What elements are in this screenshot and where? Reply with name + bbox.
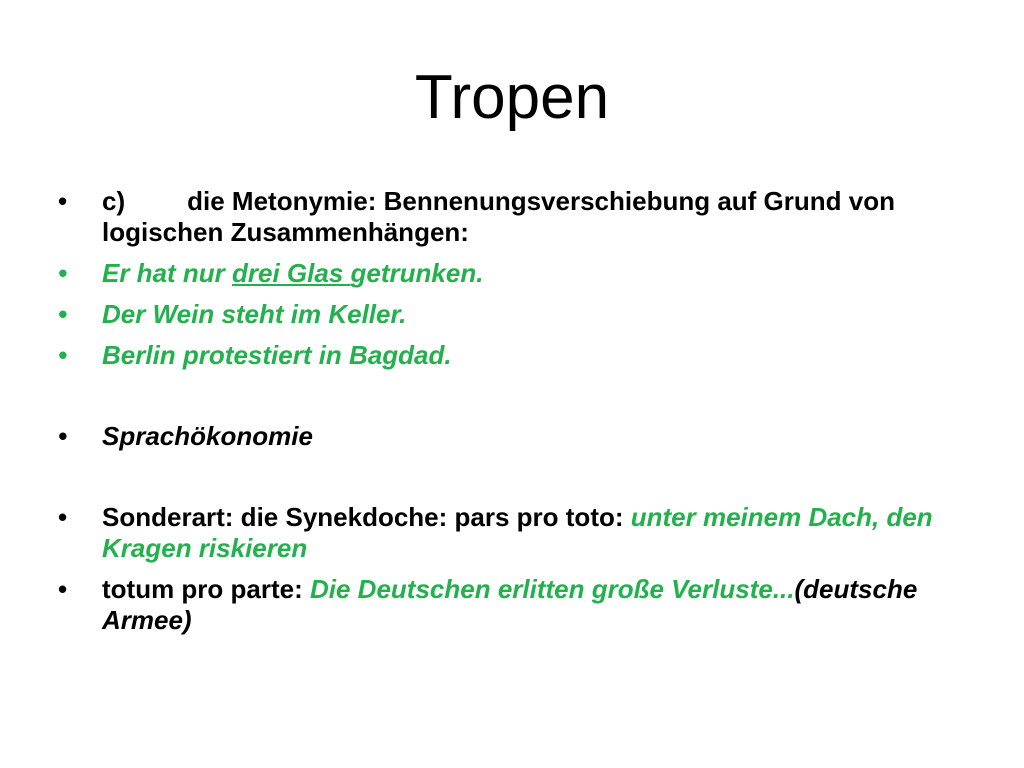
bullet-example-glas (58, 258, 988, 289)
bullet-synekdoche (58, 502, 988, 564)
bullet-marker: • (58, 421, 68, 451)
totum-note: (deutsche Armee) (102, 574, 918, 635)
synekdoche-label: Sonderart: die Synekdoche: pars pro toto: (102, 502, 631, 532)
section-marker: c) (102, 186, 126, 216)
bullet-example-wein (58, 299, 988, 330)
slide-title: Tropen (414, 63, 610, 132)
bullet-list (58, 186, 988, 636)
bullet-marker: • (58, 258, 68, 288)
bullet-marker: • (58, 186, 68, 216)
bullet-marker: • (58, 502, 68, 532)
example-text-part: getrunken. (350, 258, 484, 288)
bullet-example-berlin (58, 340, 988, 371)
bullet-totum-pro-parte (58, 574, 988, 636)
metonymie-definition-text: die Metonymie: Bennenungsverschiebung auf Grund von logischen Zusammenhängen: (102, 186, 895, 247)
totum-label: totum pro parte: (102, 574, 310, 604)
bullet-marker: • (58, 574, 68, 604)
bullet-sprachoekonomie (58, 421, 988, 452)
bullet-marker: • (58, 299, 68, 329)
synekdoche-example: unter meinem Dach, den Kragen riskieren (102, 502, 933, 563)
totum-example: Die Deutschen erlitten große Verluste... (310, 574, 795, 604)
sprachoekonomie-text: Sprachökonomie (102, 421, 313, 451)
example-text-part: Er hat nur (102, 258, 233, 288)
bullet-metonymie-definition (58, 186, 988, 248)
example-underlined-part: drei Glas (232, 258, 351, 288)
example-text: Berlin protestiert in Bagdad. (102, 340, 452, 370)
example-text: Der Wein steht im Keller. (102, 299, 407, 329)
bullet-marker: • (58, 340, 68, 370)
